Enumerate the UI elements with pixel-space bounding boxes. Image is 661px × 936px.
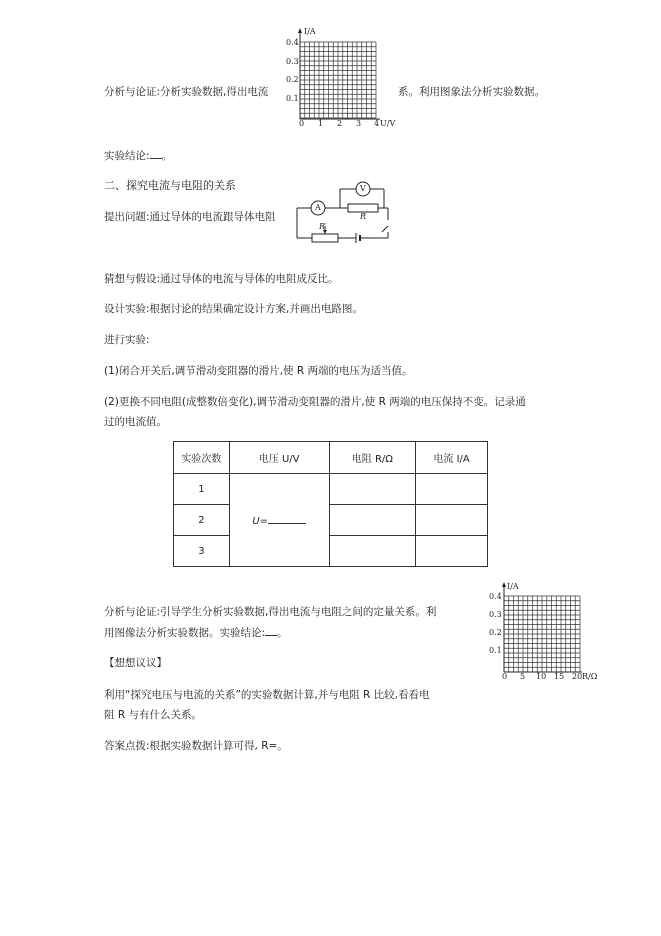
ammeter-label: A [315,203,321,212]
graph-current-resistance [486,580,611,688]
x-tick: 5 [520,672,526,681]
y-tick: 0.3 [489,610,502,619]
resistance-cell [329,505,416,536]
conclusion-label: 实验结论: [104,150,150,162]
resistor-label: R [360,212,367,221]
table-header-row [174,442,488,474]
x-axis-label: R/Ω [582,672,598,681]
y-tick: 0.3 [286,57,299,66]
x-tick: 2 [337,119,343,128]
use-paragraph-a: 利用“探究电压与电流的关系”的实验数据计算,并与电阻 R 比较,看看电 [104,689,430,701]
x-tick: 3 [356,119,362,128]
design-paragraph: 设计实验:根据讨论的结果确定设计方案,并画出电路图。 [104,303,363,315]
hypothesis-paragraph: 猜想与假设:通过导体的电流与导体的电阻成反比。 [104,273,339,285]
graph-current-voltage [280,24,410,134]
table-row [174,474,488,505]
y-tick: 0.4 [286,38,299,47]
step-2-line-2: 过的电流值。 [104,416,167,428]
table-header-cell: 电阻 R/Ω [329,442,416,474]
y-tick: 0.2 [286,75,299,84]
x-tick: 0 [502,672,508,681]
circuit-diagram [292,180,396,248]
voltmeter-label: V [360,184,366,193]
step-1: (1)闭合开关后,调节滑动变阻器的滑片,使 R 两端的电压为适当值。 [104,365,413,377]
x-tick: 20 [572,672,583,681]
graph-grid [280,24,410,134]
y-tick: 0.4 [489,592,502,601]
x-tick: 0 [299,119,305,128]
conduct-paragraph: 进行实验: [104,334,150,346]
step-2-line-1: (2)更换不同电阻(成整数倍变化),调节滑动变阻器的滑片,使 R 两端的电压保持不变。记录通 [104,396,526,408]
current-cell [416,474,488,505]
conclusion-1: 实验结论: 。 [104,150,173,162]
use-paragraph-b: 阻 R 与有什么关系。 [104,709,202,721]
question-paragraph: 提出问题:通过导体的电流跟导体电阻 [104,211,276,223]
analysis-paragraph-1b: 系。利用图象法分析实验数据。 [398,86,545,98]
answer-hint: 答案点拨:根据实验数据计算可得, R=。 [104,740,288,752]
voltage-blank [268,514,306,524]
y-tick: 0.1 [286,94,299,103]
trial-number: 2 [174,505,230,536]
trial-number: 1 [174,474,230,505]
table-row [174,505,488,536]
voltage-cell [229,474,329,567]
circuit-schematic [292,180,396,248]
analysis-paragraph-2a: 分析与论证:引导学生分析实验数据,得出电流与电阻之间的定量关系。利 [104,606,437,618]
rheostat-label: R′ [319,222,327,231]
experiment-table [173,441,488,567]
trial-number: 3 [174,536,230,567]
table-header-cell: 实验次数 [174,442,230,474]
section-heading: 二、探究电流与电阻的关系 [104,179,236,192]
current-cell [416,505,488,536]
x-axis-label: U/V [380,119,396,128]
x-tick: 4 [374,119,380,128]
y-tick: 0.1 [489,646,502,655]
analysis-paragraph-2b: 用图像法分析实验数据。实验结论: 。 [104,627,288,639]
table-row [174,536,488,567]
resistance-cell [329,474,416,505]
x-tick: 15 [554,672,565,681]
x-tick: 1 [318,119,324,128]
resistance-cell [329,536,416,567]
answer-blank [150,148,162,159]
table-header-cell: 电流 I/A [416,442,488,474]
answer-blank [265,625,277,636]
analysis-2b-text: 用图像法分析实验数据。实验结论: [104,627,266,639]
think-discuss-heading: 【想想议议】 [104,657,167,669]
analysis-paragraph-1a: 分析与论证:分析实验数据,得出电流 [104,86,269,98]
y-axis-label: I/A [304,27,316,36]
x-tick: 10 [536,672,547,681]
current-cell [416,536,488,567]
y-axis-label: I/A [507,582,519,591]
table-header-cell: 电压 U/V [229,442,329,474]
voltage-label: U= [252,515,269,527]
y-tick: 0.2 [489,628,502,637]
